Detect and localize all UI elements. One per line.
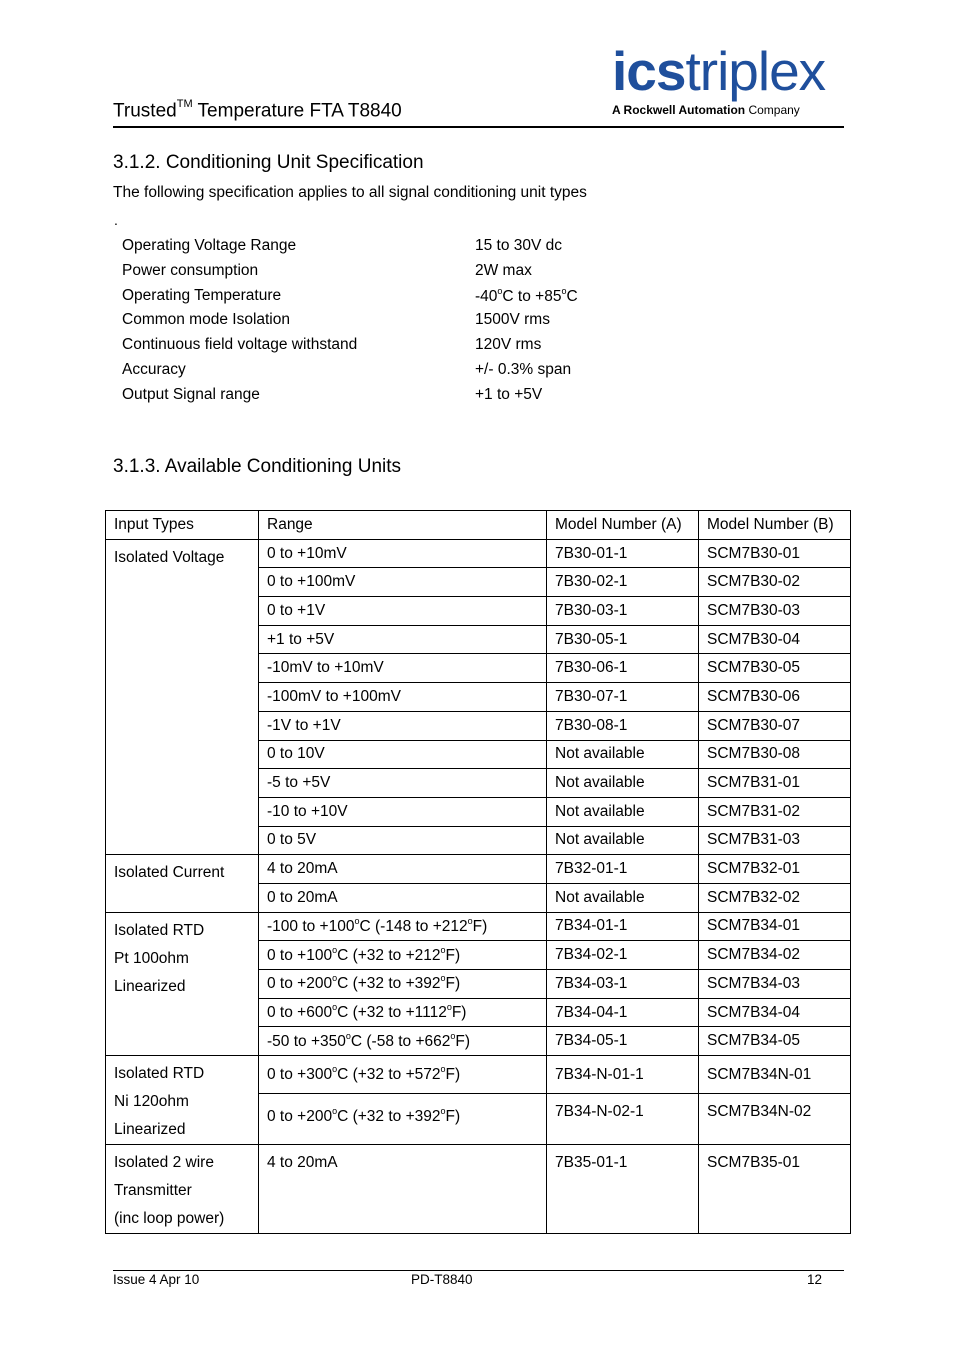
model-a-cell: 7B34-01-1 [547, 912, 699, 941]
spec-row [122, 336, 722, 361]
spec-label: Power consumption [122, 261, 259, 279]
model-b-cell: SCM7B34-05 [699, 1027, 851, 1056]
table-body [106, 539, 851, 1233]
model-b-cell: SCM7B30-08 [699, 740, 851, 769]
spec-value: +1 to +5V [475, 385, 543, 403]
table-row [106, 539, 851, 568]
table-row [106, 855, 851, 884]
table-row [106, 912, 851, 941]
spec-row [122, 287, 722, 312]
logo-tagline-suffix: Company [748, 103, 800, 117]
range-cell: 0 to 20mA [259, 883, 547, 912]
header-model-a: Model Number (A) [547, 511, 699, 540]
header-input-types: Input Types [106, 511, 259, 540]
range-cell: 0 to 5V [259, 826, 547, 855]
input-type-line: Isolated Voltage [114, 548, 225, 566]
spec-value: -40$^o$C to $+85^oC$ [475, 285, 578, 305]
spec-row [122, 237, 722, 262]
spec-label: Operating Voltage Range [122, 237, 297, 254]
input-type-line: Isolated Current [114, 864, 225, 882]
range-cell: -10 to +10V [259, 797, 547, 826]
conditioning-units-table [105, 510, 851, 1234]
range-cell: 4 to 20mA [259, 1145, 547, 1234]
model-b-cell: SCM7B30-02 [699, 568, 851, 597]
header-divider [113, 126, 844, 128]
input-type-cell [106, 912, 259, 1055]
range-cell: 0 to +1V [259, 597, 547, 626]
model-a-cell: 7B34-02-1 [547, 941, 699, 970]
spec-label: Operating Temperature [122, 286, 282, 304]
specification-intro: The following specification applies to all signal conditioning unit types [113, 184, 587, 201]
range-cell: 0 to $+100^oC$ (+32 to $+212^oF$) [259, 941, 547, 970]
table-row [106, 1056, 851, 1094]
spec-label: Common mode Isolation [122, 311, 290, 329]
spec-value: +/- 0.3% span [475, 361, 572, 378]
input-type-cell [106, 539, 259, 855]
logo-bold-text: ics [612, 40, 686, 102]
footer-divider [113, 1270, 844, 1271]
model-b-cell: SCM7B31-03 [699, 826, 851, 855]
input-type-cell [106, 1145, 259, 1234]
section-heading-specification: 3.1.2. Conditioning Unit Specification [113, 152, 424, 173]
range-cell: 0 to 10V [259, 740, 547, 769]
model-b-cell: SCM7B34-02 [699, 941, 851, 970]
spec-value: 2W max [475, 261, 532, 279]
spec-label: Accuracy [122, 361, 186, 378]
model-b-cell: SCM7B34-01 [699, 912, 851, 941]
spec-row [122, 386, 722, 411]
spec-value: 15 to 30V dc [475, 237, 563, 254]
model-a-cell: 7B30-05-1 [547, 625, 699, 654]
model-a-cell: Not available [547, 797, 699, 826]
logo-tagline-prefix: A Rockwell Automation [612, 103, 749, 117]
range-cell: -10mV to +10mV [259, 654, 547, 683]
trademark-mark: TM [176, 98, 193, 110]
spec-row [122, 361, 722, 386]
model-a-cell: Not available [547, 826, 699, 855]
logo-tagline [612, 103, 800, 117]
range-cell: 0 to +100mV [259, 568, 547, 597]
model-a-cell: 7B30-01-1 [547, 539, 699, 568]
spec-row [122, 311, 722, 336]
spec-label: Continuous field voltage withstand [122, 336, 358, 354]
range-cell: -5 to +5V [259, 769, 547, 798]
range-cell: 0 to $+300^oC$ (+32 to $+572^oF$) [259, 1056, 547, 1094]
model-a-cell: 7B34-N-01-1 [547, 1056, 699, 1094]
model-b-cell: SCM7B34-03 [699, 970, 851, 999]
table-row [106, 1145, 851, 1234]
model-a-cell: Not available [547, 740, 699, 769]
model-b-cell: SCM7B30-01 [699, 539, 851, 568]
input-type-cell [106, 1056, 259, 1145]
input-type-line: Linearized [114, 1121, 186, 1139]
model-a-cell: 7B35-01-1 [547, 1145, 699, 1234]
spec-value: 1500V rms [475, 311, 550, 329]
header-model-b: Model Number (B) [699, 511, 851, 540]
model-a-cell: 7B30-06-1 [547, 654, 699, 683]
range-cell: -50 to $+350^oC$ (-58 to $+662^oF$) [259, 1027, 547, 1056]
company-logo [612, 40, 844, 120]
model-b-cell: SCM7B31-01 [699, 769, 851, 798]
model-b-cell: SCM7B30-06 [699, 683, 851, 712]
model-a-cell: 7B34-N-02-1 [547, 1094, 699, 1145]
model-b-cell: SCM7B34N-02 [699, 1094, 851, 1145]
spec-row [122, 262, 722, 287]
footer-page-number: 12 [807, 1272, 823, 1287]
footer-issue: Issue 4 Apr 10 [113, 1272, 200, 1287]
input-type-line: Isolated RTD [114, 1065, 205, 1083]
model-a-cell: 7B30-07-1 [547, 683, 699, 712]
model-b-cell: SCM7B31-02 [699, 797, 851, 826]
header-range: Range [259, 511, 547, 540]
model-a-cell: 7B34-05-1 [547, 1027, 699, 1056]
stray-mark: . [114, 212, 118, 228]
range-cell: +1 to +5V [259, 625, 547, 654]
input-type-line: Isolated 2 wire [114, 1154, 214, 1172]
footer-document-id: PD-T8840 [411, 1272, 473, 1287]
input-type-line: Isolated RTD [114, 921, 205, 939]
input-type-cell [106, 855, 259, 912]
input-type-line: Transmitter [114, 1182, 192, 1200]
model-a-cell: 7B34-03-1 [547, 970, 699, 999]
model-b-cell: SCM7B30-04 [699, 625, 851, 654]
model-a-cell: 7B30-03-1 [547, 597, 699, 626]
model-b-cell: SCM7B30-07 [699, 711, 851, 740]
range-cell: -1V to +1V [259, 711, 547, 740]
range-cell: 0 to $+600^oC$ (+32 to $+1112^oF$) [259, 998, 547, 1027]
table-header-row [106, 511, 851, 540]
model-b-cell: SCM7B32-02 [699, 883, 851, 912]
model-b-cell: SCM7B32-01 [699, 855, 851, 884]
range-cell: -100mV to +100mV [259, 683, 547, 712]
range-cell: 0 to +10mV [259, 539, 547, 568]
range-cell: -100 to $+100^oC$ (-148 to $+212^oF$) [259, 912, 547, 941]
section-heading-available-units: 3.1.3. Available Conditioning Units [113, 456, 402, 477]
range-cell: 0 to $+200^oC$ (+32 to $+392^oF$) [259, 970, 547, 999]
spec-label: Output Signal range [122, 385, 260, 403]
input-type-line: Pt 100ohm [114, 949, 189, 967]
model-b-cell: SCM7B35-01 [699, 1145, 851, 1234]
model-b-cell: SCM7B30-05 [699, 654, 851, 683]
range-cell: 0 to $+200^oC$ (+32 to $+392^oF$) [259, 1094, 547, 1145]
model-b-cell: SCM7B34-04 [699, 998, 851, 1027]
model-a-cell: 7B32-01-1 [547, 855, 699, 884]
model-b-cell: SCM7B34N-01 [699, 1056, 851, 1094]
logo-wordmark [612, 36, 825, 106]
model-a-cell: Not available [547, 883, 699, 912]
input-type-line: (inc loop power) [114, 1210, 225, 1228]
input-type-line: Ni 120ohm [114, 1093, 189, 1111]
model-a-cell: 7B30-02-1 [547, 568, 699, 597]
model-a-cell: Not available [547, 769, 699, 798]
title-suffix: Temperature FTA T8840 [192, 100, 402, 122]
model-b-cell: SCM7B30-03 [699, 597, 851, 626]
model-a-cell: 7B34-04-1 [547, 998, 699, 1027]
model-a-cell: 7B30-08-1 [547, 711, 699, 740]
title-prefix: Trusted [113, 100, 177, 122]
logo-light-text: triplex [685, 40, 826, 102]
input-type-line: Linearized [114, 977, 186, 995]
spec-value: 120V rms [475, 336, 542, 354]
range-cell: 4 to 20mA [259, 855, 547, 884]
document-title [113, 100, 402, 122]
